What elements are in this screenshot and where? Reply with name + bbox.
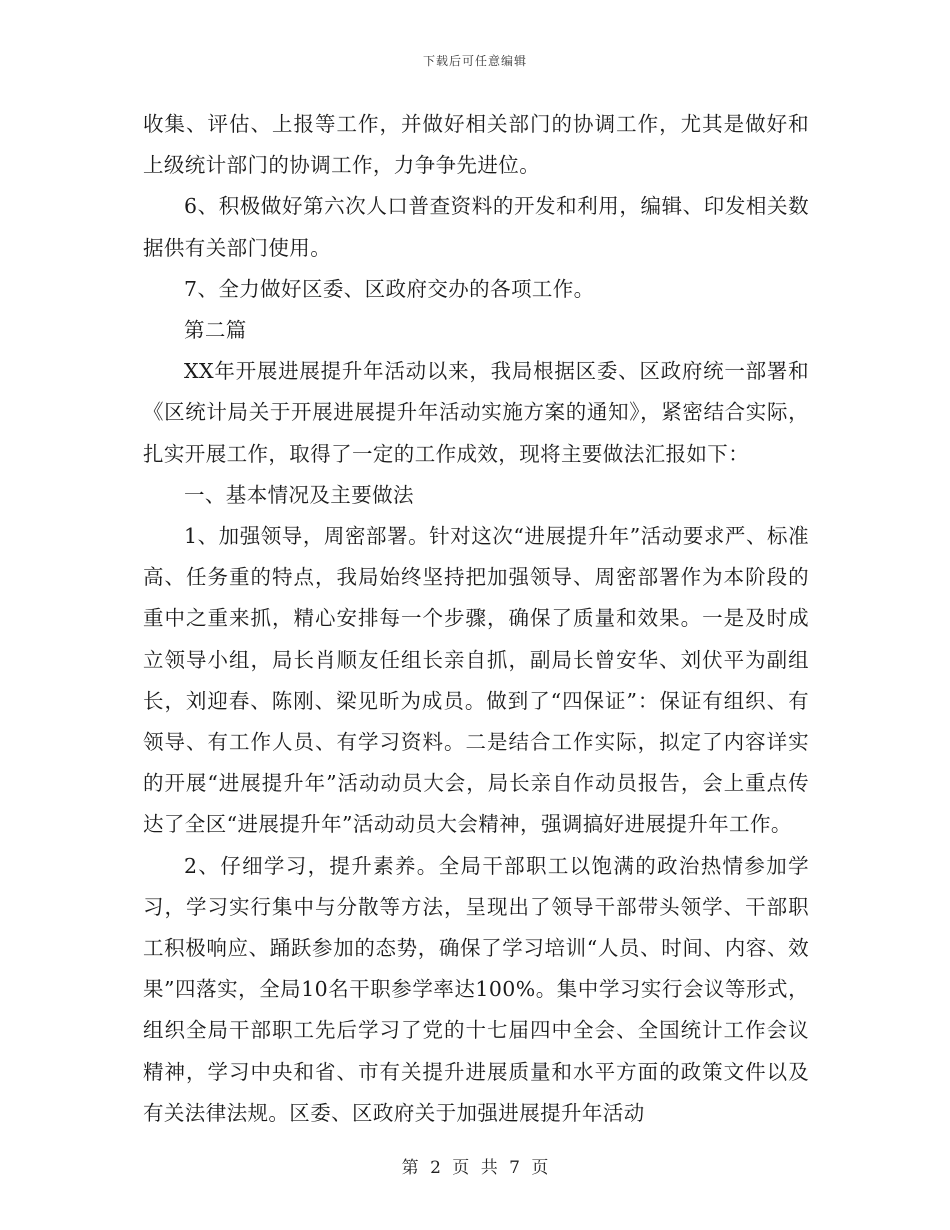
page-header-note: 下载后可任意编辑 (422, 54, 527, 68)
section-heading: 一、基本情况及主要做法 (184, 482, 414, 507)
paragraph: 6、积极做好第六次人口普查资料的开发和利用，编辑、印发相关数据供有关部门使用。 (143, 194, 809, 260)
section-title: 第二篇 (184, 318, 247, 343)
paragraph: 收集、评估、上报等工作，并做好相关部门的协调工作，尤其是做好和上级统计部门的协调工作，力争争先进位。 (143, 112, 809, 178)
paragraph: 2、仔细学习，提升素养。全局干部职工以饱满的政治热情参加学习，学习实行集中与分散等方法，呈现出了领导干部带头领学、干部职工积极响应、踊跃参加的态势，确保了学习培训“人员、时间、内容、效果”四落实，全局10名干职参学率达100%。集中学习实行会议等形式，组织全局干部职工先后学习了党的十七届四中全会、全国统计工作会议精神，学习中央和省、市有关提升进展质量和水平方面的政策文件以及有关法律法规。区委、区政府关于加强进展提升年活动 (143, 853, 809, 1125)
page-footer-number: 第 2 页 共 7 页 (401, 1158, 549, 1178)
document-body (143, 104, 809, 1134)
paragraph: 1、加强领导，周密部署。针对这次“进展提升年”活动要求严、标准高、任务重的特点，我局始终坚持把加强领导、周密部署作为本阶段的重中之重来抓，精心安排每一个步骤，确保了质量和效果。一是及时成立领导小组，局长肖顺友任组长亲自抓，副局长曾安华、刘伏平为副组长，刘迎春、陈刚、梁见昕为成员。做到了“四保证”：保证有组织、有领导、有工作人员、有学习资料。二是结合工作实际，拟定了内容详实的开展“进展提升年”活动动员大会，局长亲自作动员报告，会上重点传达了全区“进展提升年”活动动员大会精神，强调搞好进展提升年工作。 (143, 524, 809, 837)
paragraph: 7、全力做好区委、区政府交办的各项工作。 (184, 276, 595, 301)
paragraph: XX年开展进展提升年活动以来，我局根据区委、区政府统一部署和《区统计局关于开展进展提升年活动实施方案的通知》，紧密结合实际，扎实开展工作，取得了一定的工作成效，现将主要做法汇报如下： (143, 359, 809, 466)
